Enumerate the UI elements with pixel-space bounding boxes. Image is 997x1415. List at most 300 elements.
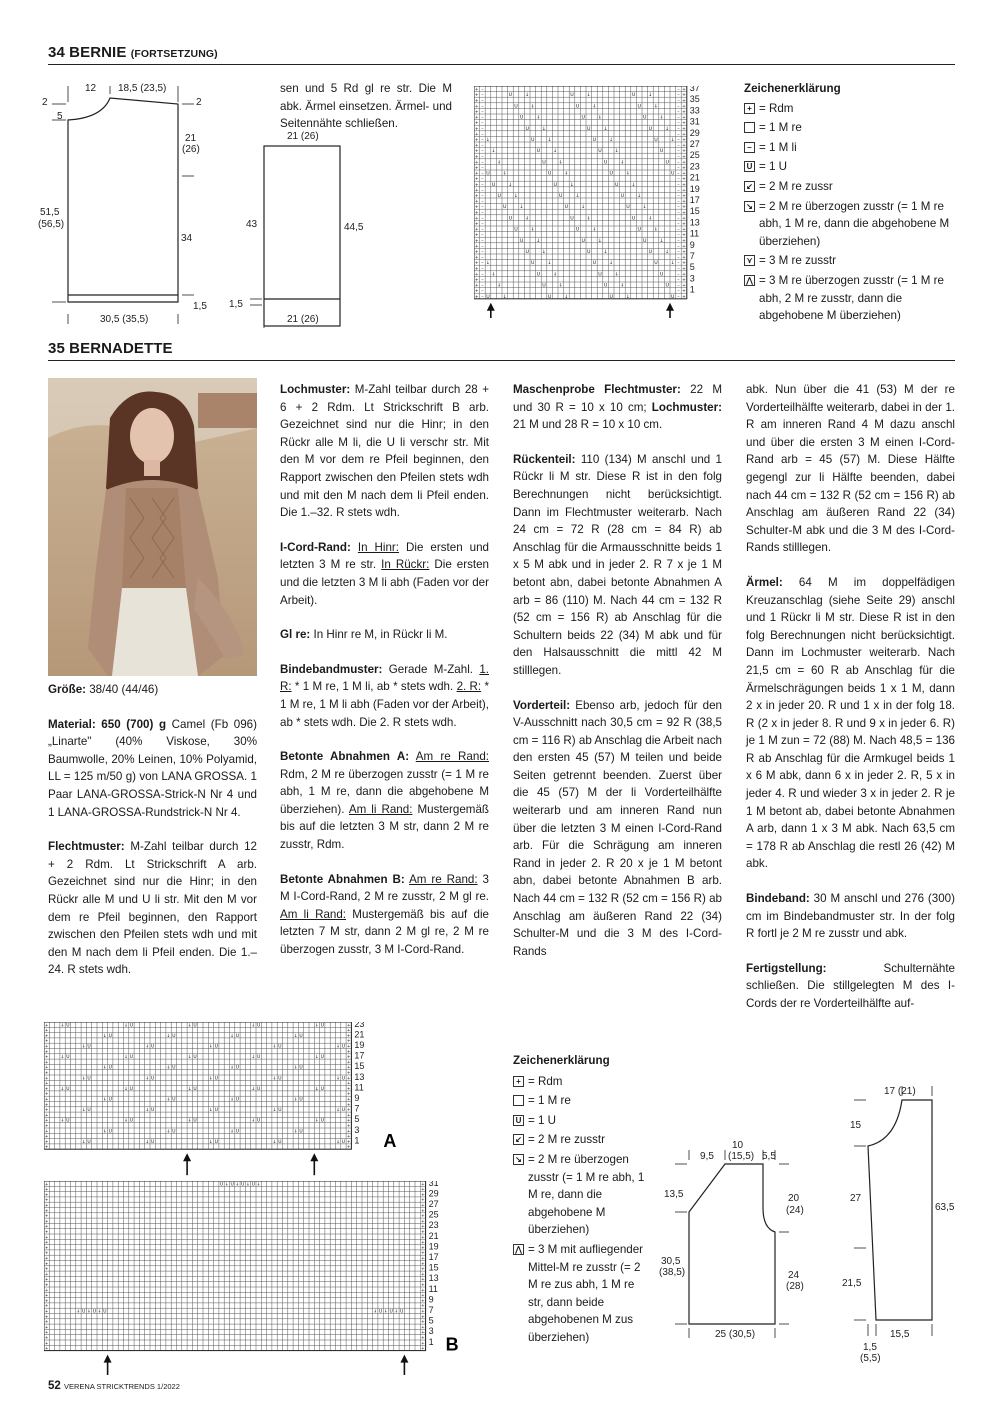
legend-symbol-icon: U [744, 161, 755, 172]
stitch-symbol: ↓ [502, 171, 507, 177]
dim-label: (26) [182, 144, 200, 155]
stitch-symbol: + [682, 216, 686, 222]
stitch-symbol: + [421, 1283, 425, 1289]
stitch-symbol: ↓ [614, 149, 619, 155]
material-label: Material: 650 (700) g [48, 717, 167, 731]
row-number: 21 [689, 172, 700, 183]
stitch-symbol: U [575, 227, 580, 233]
stitch-symbol: + [474, 199, 479, 205]
fertig-label: Fertigstellung: [746, 961, 827, 975]
stitch-symbol: U [665, 283, 669, 289]
row-number: 1 [689, 284, 695, 295]
stitch-symbol: ↓ [530, 104, 535, 110]
dim-label: (24) [786, 1205, 804, 1216]
stitch-symbol: U [637, 227, 641, 233]
stitch-symbol: + [682, 87, 686, 93]
stitch-symbol: U [214, 1044, 218, 1050]
legend-symbol-icon: – [744, 142, 755, 153]
stitch-symbol: – [481, 277, 484, 283]
legend-symbol-icon: U [513, 1115, 524, 1126]
stitch-symbol: U [536, 272, 541, 278]
stitch-symbol: U [257, 1118, 261, 1124]
legend-text: = 1 U [528, 1113, 557, 1127]
stitch-symbol: ↓ [60, 1023, 65, 1029]
stitch-symbol: + [421, 1240, 425, 1246]
stitch-symbol: U [603, 283, 608, 289]
probe-label2: Lochmuster: [651, 400, 722, 414]
stitch-symbol: ↓ [620, 160, 625, 166]
stitch-symbol: + [44, 1240, 49, 1246]
stitch-symbol: ↓ [525, 93, 530, 99]
section-34-text [280, 80, 452, 133]
icord-text2: Die ersten und die letzten 3 M li abh (Faden vor der Arbeit). [280, 558, 490, 607]
stitch-symbol: + [421, 1203, 425, 1209]
stitch-symbol: ↓ [87, 1309, 91, 1315]
stitch-symbol: + [682, 205, 686, 211]
stitch-symbol: ↓ [547, 261, 552, 267]
stitch-symbol: + [474, 210, 479, 216]
section-34-title: 34 BERNIE [48, 44, 127, 61]
stitch-symbol: ↓ [525, 216, 530, 222]
binde-text1: * 1 M re, 1 M li, ab * stets wdh. [291, 680, 457, 694]
stitch-symbol: – [677, 104, 680, 110]
stitch-symbol: + [474, 294, 479, 300]
stitch-symbol: + [682, 143, 686, 149]
stitch-symbol: ↓ [648, 216, 653, 222]
stitch-symbol: + [44, 1097, 49, 1103]
betA-text2: Mustergemäß bis auf die letzten 3 M str, dann 2 M re zusstr, Rdm. [280, 802, 489, 852]
legend-text: = Rdm [759, 101, 794, 115]
stitch-symbol: U [172, 1129, 176, 1135]
stitch-symbol: U [553, 182, 557, 188]
stitch-symbol: U [581, 238, 585, 244]
stitch-symbol: – [677, 255, 680, 261]
stitch-symbol: + [682, 255, 686, 261]
stitch-symbol: ↓ [648, 93, 653, 99]
stitch-symbol: ↓ [166, 1065, 171, 1071]
size-value: 38/40 (44/46) [86, 683, 159, 696]
stitch-symbol: ↓ [103, 1033, 107, 1039]
stitch-symbol: ↓ [603, 249, 608, 255]
dim-label: (28) [786, 1281, 804, 1292]
bindeband-label: Bindeband: [746, 892, 810, 906]
stitch-symbol: ↓ [315, 1023, 319, 1029]
stitch-symbol: + [421, 1293, 425, 1299]
stitch-symbol: + [421, 1304, 425, 1310]
stitch-symbol: + [346, 1108, 351, 1114]
stitch-symbol: ↓ [394, 1309, 399, 1315]
section-34-subtitle: (FORTSETZUNG) [130, 48, 218, 60]
stitch-symbol: + [44, 1044, 49, 1050]
stitch-symbol: + [474, 193, 479, 199]
stitch-symbol: ↓ [315, 1118, 319, 1124]
stitch-symbol: + [44, 1092, 49, 1098]
stitch-symbol: ↓ [187, 1055, 192, 1061]
stitch-symbol: + [421, 1256, 425, 1262]
glre-label: Gl re: [280, 628, 311, 642]
aermel-label: Ärmel: [746, 575, 783, 589]
stitch-symbol: + [474, 277, 479, 283]
betA-label: Betonte Abnahmen A: [280, 750, 410, 764]
betB-right: Am re Rand: [409, 872, 478, 886]
stitch-symbol: + [682, 109, 686, 115]
stitch-symbol: ↓ [145, 1108, 150, 1114]
stitch-symbol: – [481, 126, 484, 132]
dim-label: 21 [185, 133, 197, 144]
stitch-symbol: – [677, 126, 680, 132]
row-number: 33 [689, 105, 700, 116]
stitch-symbol: + [44, 1245, 49, 1251]
stitch-symbol: ↓ [592, 227, 597, 233]
stitch-symbol: + [474, 182, 479, 188]
stitch-symbol: U [581, 115, 585, 121]
stitch-symbol: + [682, 272, 686, 278]
stitch-symbol: ↓ [553, 272, 558, 278]
stitch-symbol: U [129, 1055, 134, 1061]
stitch-symbol: + [474, 126, 479, 132]
dim-label: 21,5 [842, 1278, 862, 1289]
arrow-up-icon [400, 1355, 408, 1363]
stitch-symbol: ↓ [598, 238, 602, 244]
schematic-35-body [655, 1140, 805, 1340]
stitch-symbol: U [514, 227, 518, 233]
legend-34-title: Zeichenerklärung [744, 82, 841, 95]
stitch-symbol: + [346, 1092, 351, 1098]
stitch-symbol: + [44, 1224, 49, 1230]
stitch-symbol: – [677, 244, 680, 250]
dim-label: (5,5) [860, 1353, 881, 1364]
stitch-symbol: + [421, 1309, 425, 1315]
binde-row2: 2. R: [456, 680, 482, 694]
stitch-symbol: + [44, 1102, 49, 1108]
dim-label: 30,5 [661, 1256, 681, 1267]
arrow-up-icon [183, 1153, 191, 1161]
stitch-symbol: – [677, 171, 680, 177]
stitch-symbol: U [592, 261, 597, 267]
stitch-symbol: ↓ [251, 1023, 256, 1029]
stitch-symbol: + [474, 137, 479, 143]
stitch-symbol: – [481, 216, 484, 222]
stitch-symbol: U [497, 193, 501, 199]
stitch-symbol: ↓ [336, 1139, 341, 1145]
stitch-symbol: – [677, 199, 680, 205]
stitch-symbol: U [214, 1139, 218, 1145]
stitch-symbol: U [486, 171, 490, 177]
stitch-symbol: ↓ [603, 126, 608, 132]
stitch-symbol: ↓ [145, 1044, 150, 1050]
stitch-symbol: ↓ [187, 1023, 192, 1029]
stitch-symbol: ↓ [60, 1086, 65, 1092]
stitch-symbol: U [278, 1139, 282, 1145]
stitch-symbol: U [547, 294, 552, 300]
stitch-symbol: ↓ [251, 1055, 256, 1061]
row-number: 11 [354, 1082, 364, 1093]
probe-paragraph [513, 381, 722, 434]
stitch-symbol: – [481, 261, 484, 267]
stitch-symbol: – [677, 227, 680, 233]
stitch-symbol: ↓ [620, 283, 625, 289]
stitch-symbol: + [346, 1118, 351, 1124]
stitch-symbol: – [677, 115, 680, 121]
stitch-symbol: U [508, 216, 513, 222]
stitch-symbol: + [44, 1320, 49, 1326]
stitch-symbol: + [44, 1219, 49, 1225]
stitch-symbol: ↓ [81, 1044, 86, 1050]
legend-35 [513, 1052, 645, 1349]
stitch-symbol: + [682, 182, 686, 188]
betB-label: Betonte Abnahmen B: [280, 872, 405, 886]
stitch-symbol: + [682, 115, 686, 121]
stitch-symbol: – [481, 115, 484, 121]
stitch-symbol: ↓ [230, 1097, 235, 1103]
stitch-symbol: ↓ [575, 193, 580, 199]
stitch-symbol: – [481, 233, 484, 239]
stitch-symbol: – [481, 227, 484, 233]
stitch-symbol: ↓ [256, 1182, 261, 1188]
legend-35-item [513, 1241, 645, 1347]
glre-value: In Hinr re M, in Rückr li M. [310, 628, 448, 642]
row-number: 23 [689, 161, 700, 172]
dim-label: 25 (30,5) [715, 1329, 756, 1340]
stitch-symbol: – [481, 221, 484, 227]
stitch-symbol: ↓ [315, 1055, 319, 1061]
stitch-symbol: + [44, 1230, 49, 1236]
dim-label: 15 [850, 1120, 862, 1131]
stitch-symbol: U [241, 1182, 245, 1188]
row-number: 7 [689, 251, 695, 262]
stitch-symbol: + [474, 221, 479, 227]
stitch-symbol: + [474, 238, 479, 244]
stitch-symbol: + [44, 1314, 49, 1320]
stitch-symbol: + [346, 1033, 351, 1039]
stitch-symbol: ↓ [637, 193, 642, 199]
stitch-symbol: + [44, 1261, 49, 1267]
stitch-symbol: ↓ [383, 1309, 388, 1315]
legend-text: = 2 M re überzogen zusstr (= 1 M re abh, 1 M re, dann die abgehobene M überziehen) [759, 199, 950, 248]
stitch-symbol: + [474, 93, 479, 99]
stitch-symbol: + [346, 1102, 351, 1108]
stitch-symbol: – [677, 205, 680, 211]
stitch-symbol: ↓ [665, 126, 670, 132]
stitch-symbol: + [474, 149, 479, 155]
stitch-symbol: + [44, 1055, 49, 1061]
model-photo [48, 378, 257, 676]
stitch-symbol: + [474, 188, 479, 194]
stitch-symbol: – [677, 294, 680, 300]
stitch-symbol: – [677, 93, 680, 99]
row-number: 5 [354, 1114, 360, 1125]
row-number: 5 [428, 1315, 434, 1326]
stitch-symbol: U [278, 1076, 282, 1082]
stitch-symbol: ↓ [272, 1076, 277, 1082]
row-number: 5 [689, 262, 695, 273]
stitch-symbol: ↓ [315, 1086, 319, 1092]
stitch-symbol: ↓ [272, 1044, 277, 1050]
stitch-symbol: + [44, 1071, 49, 1077]
stitch-symbol: ↓ [209, 1044, 213, 1050]
dim-label: 5,5 [762, 1151, 776, 1162]
legend-35-item [513, 1151, 645, 1239]
row-number: 19 [354, 1039, 365, 1050]
stitch-symbol: ↓ [124, 1055, 129, 1061]
legend-symbol-icon [513, 1095, 524, 1106]
stitch-symbol: + [682, 266, 686, 272]
stitch-symbol: + [44, 1076, 49, 1082]
stitch-symbol: – [677, 132, 680, 138]
stitch-symbol: – [677, 249, 680, 255]
stitch-symbol: + [682, 160, 686, 166]
vorder-value: Ebenso arb, jedoch für den V-Ausschnitt nach 30,5 cm = 92 R (38,5 cm = 116 R) ab Anschlag die Arbeit nach den ersten 45 (57) M teilen und beide Seiten getrennt beenden. Zuerst über die 45 (57) M der li Vorderteilhälfte weiterarb und am inneren Rand nun über die letzten 3 M einen I-Cord-Rand arb. Für die Schrägung am inneren Rand in jeder 2. R 20 x je 1 M betont abn, dabei betonte Abnahmen B arb. Nach 44 cm = 132 R (52 cm = 156 R) ab Anschlag am äußeren Rand 22 (34) Schulter-M und die 3 M des I-Cord-Rands [513, 698, 722, 958]
stitch-symbol: ↓ [103, 1065, 107, 1071]
stitch-symbol: U [299, 1033, 303, 1039]
chart-B [44, 1181, 494, 1380]
legend-symbol-icon: ⋎ [744, 255, 755, 266]
stitch-symbol: + [682, 261, 686, 267]
stitch-symbol: – [677, 182, 680, 188]
stitch-symbol: ↓ [486, 261, 490, 267]
legend-symbol-icon: ↙ [513, 1134, 524, 1145]
stitch-symbol: ↓ [103, 1129, 107, 1135]
dim-label: 9,5 [700, 1151, 714, 1162]
stitch-symbol: U [214, 1108, 218, 1114]
stitch-symbol: ↓ [542, 126, 546, 132]
stitch-symbol: + [474, 233, 479, 239]
row-number: 3 [689, 273, 695, 284]
stitch-symbol: ↓ [670, 137, 675, 143]
stitch-symbol: U [637, 104, 641, 110]
stitch-symbol: ↓ [124, 1118, 129, 1124]
stitch-symbol: + [421, 1325, 425, 1331]
stitch-symbol: ↓ [502, 294, 507, 300]
aermel-value: 64 M im doppelfädigen Kreuzanschlag (siehe Seite 29) anschl und 1 Rückr li M str. Diese R ist in den folg Berechnungen nicht berücksichtigt. Dann im Lochmuster weiterarb. Nach 21,5 cm = 60 R ab Anschlag für die Ärmelschrägungen beids 1 x 1 M, dann 2 x in jeder 20. R und 1 x in der folg 18. R (2 x in jeder 8. R und 9 x in jeder 6. R) je 1 M zun = 72 (88) M. Nach 48,5 = 136 R ab Anschlag für die Armkugel beids 1 x 6 M abk, dann 6 x in jeder 2. R, 5 x in jeder 4. R und wieder 3 x in jeder 2. R je 1 M betont ab, dabei betonte Abnahmen A arb, dann 1 x 3 M abk. Nach 63,5 cm = 178 R ab Anschlag die restl 26 (42) M abk. [746, 575, 955, 871]
dim-label: 20 [788, 1193, 800, 1204]
row-number: 7 [354, 1103, 360, 1114]
stitch-symbol: ↓ [592, 104, 597, 110]
stitch-symbol: U [626, 205, 630, 211]
stitch-symbol: ↓ [187, 1118, 192, 1124]
stitch-symbol: U [525, 126, 529, 132]
stitch-symbol: + [682, 277, 686, 283]
stitch-symbol: ↓ [251, 1086, 256, 1092]
stitch-symbol: + [44, 1187, 49, 1193]
stitch-symbol: U [519, 238, 524, 244]
legend-text: = 2 M re zusstr [528, 1133, 605, 1147]
stitch-symbol: – [677, 277, 680, 283]
stitch-symbol: + [474, 109, 479, 115]
stitch-symbol: U [559, 193, 563, 199]
stitch-symbol: U [66, 1055, 70, 1061]
stitch-symbol: U [151, 1044, 155, 1050]
stitch-symbol: – [677, 165, 680, 171]
column-4 [746, 381, 955, 1030]
stitch-symbol: ↓ [491, 149, 496, 155]
stitch-symbol: – [481, 272, 484, 278]
stitch-symbol: + [421, 1298, 425, 1304]
stitch-symbol: U [172, 1097, 176, 1103]
stitch-symbol: + [421, 1192, 425, 1198]
stitch-symbol: + [421, 1245, 425, 1251]
row-number: 15 [689, 206, 700, 217]
stitch-symbol: – [481, 132, 484, 138]
binde-label: Bindebandmuster: [280, 662, 383, 676]
stitch-symbol: + [474, 289, 479, 295]
material-value: Camel (Fb 096) „Linarte" (40% Viskose, 30% Baumwolle, 20% Leinen, 10% Polyamid, LL = 125 m/50 g) von LANA GROSSA. 1 Paar LANA-GROSSA-Strick-N Nr 4 und 1 LANA-GROSSA-Rundstrick-N Nr 4. [48, 717, 257, 819]
dim-label: 27 [850, 1193, 862, 1204]
stitch-symbol: + [421, 1230, 425, 1236]
stitch-symbol: U [193, 1118, 197, 1124]
stitch-symbol: ↓ [230, 1129, 235, 1135]
stitch-symbol: U [659, 272, 664, 278]
stitch-symbol: + [474, 171, 479, 177]
flecht-paragraph [48, 838, 257, 979]
stitch-symbol: + [44, 1198, 49, 1204]
stitch-symbol: – [481, 177, 484, 183]
row-number: 29 [428, 1188, 439, 1199]
stitch-symbol: + [44, 1251, 49, 1257]
stitch-symbol: U [389, 1309, 393, 1315]
row-number: 23 [354, 1022, 365, 1029]
binde-row1: 1. R: [280, 662, 489, 694]
size-paragraph [48, 681, 257, 699]
bindeband-paragraph [746, 890, 955, 943]
legend-symbol-icon: ⋀ [744, 275, 755, 286]
dim-label: (56,5) [38, 219, 65, 230]
stitch-symbol: + [44, 1129, 49, 1135]
stitch-symbol: ↓ [642, 205, 647, 211]
material-paragraph [48, 716, 257, 822]
stitch-symbol: U [598, 272, 602, 278]
stitch-symbol: ↓ [558, 160, 563, 166]
stitch-symbol: + [44, 1346, 49, 1352]
stitch-symbol: U [531, 261, 535, 267]
stitch-symbol: U [299, 1097, 303, 1103]
stitch-symbol: ↓ [536, 115, 541, 121]
stitch-symbol: U [609, 294, 613, 300]
stitch-symbol: + [421, 1341, 425, 1347]
stitch-symbol: U [603, 160, 608, 166]
stitch-symbol: + [44, 1293, 49, 1299]
stitch-symbol: – [481, 98, 484, 104]
stitch-symbol: + [682, 249, 686, 255]
stitch-symbol: + [682, 283, 686, 289]
row-number: 25 [428, 1209, 439, 1220]
dim-label: 18,5 (23,5) [118, 83, 167, 94]
column-1 [48, 681, 257, 996]
stitch-symbol: U [235, 1129, 240, 1135]
stitch-symbol: + [474, 249, 479, 255]
column-2 [280, 381, 489, 976]
stitch-symbol: + [682, 149, 686, 155]
schematic-34-body [38, 76, 218, 336]
column-3 [513, 381, 722, 977]
stitch-symbol: U [108, 1065, 112, 1071]
stitch-symbol: ↓ [81, 1108, 86, 1114]
betB-text1: 3 M I-Cord-Rand, 2 M re zusstr, 2 M gl re. [280, 872, 489, 904]
chart-34 [474, 86, 736, 323]
stitch-symbol: ↓ [530, 227, 535, 233]
chart-A-grid [44, 1022, 494, 1182]
stitch-symbol: – [677, 238, 680, 244]
stitch-symbol: + [346, 1039, 351, 1045]
stitch-symbol: + [346, 1060, 351, 1066]
stitch-symbol: U [570, 93, 574, 99]
stitch-symbol: + [421, 1214, 425, 1220]
legend-34-item [744, 252, 956, 270]
binde-paragraph [280, 661, 489, 731]
stitch-symbol: U [320, 1055, 324, 1061]
stitch-symbol: + [682, 294, 686, 300]
stitch-symbol: U [615, 182, 619, 188]
